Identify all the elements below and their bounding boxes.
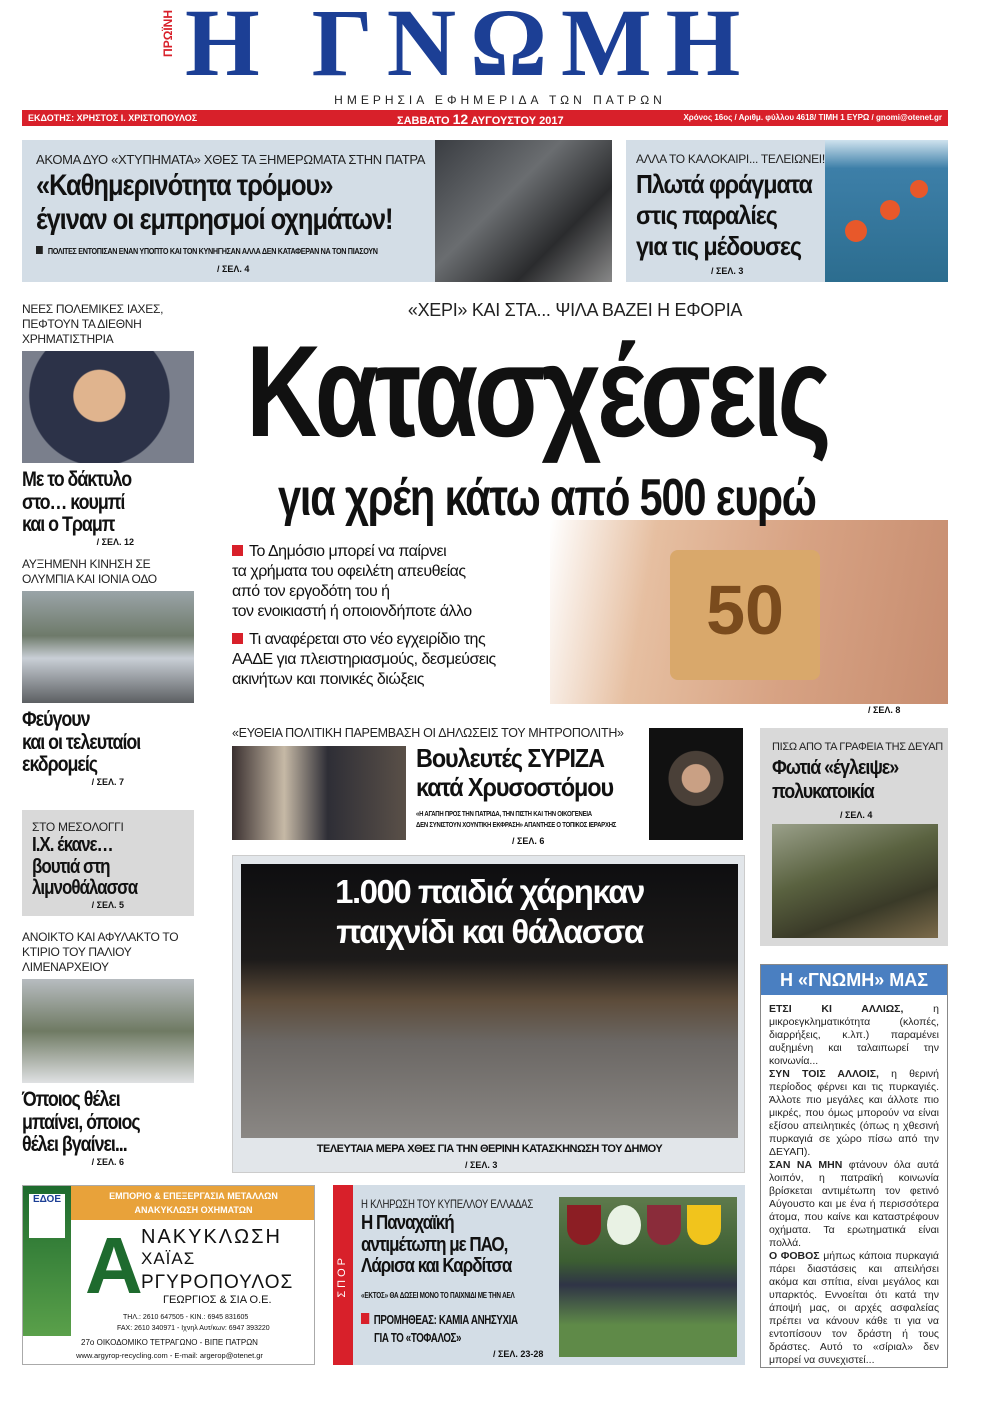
left-item-port-building[interactable] bbox=[22, 930, 194, 1167]
teaser-sub bbox=[36, 246, 438, 256]
left-item-trump[interactable] bbox=[22, 302, 194, 547]
page-ref: / ΣΕΛ. 4 bbox=[217, 264, 250, 274]
masthead-logo: Η ΓΝΩΜΗ bbox=[185, 0, 755, 96]
ad-web[interactable]: www.argyrop-recycling.com - E-mail: argerop@otenet.gr bbox=[76, 1351, 263, 1360]
ad-name-4: ΓΕΩΡΓΙΟΣ & ΣΙΑ Ο.Ε. bbox=[163, 1294, 272, 1306]
issue-date bbox=[397, 111, 564, 127]
story-camp[interactable] bbox=[232, 855, 745, 1173]
story-sub: «Η ΑΓΑΠΗ ΠΡΟΣ ΤΗΝ ΠΑΤΡΙΔΑ, ΤΗΝ ΠΙΣΤΗ ΚΑΙ ΤΗΝ ΟΙΚΟΓΕΝΕΙΑ ΔΕΝ ΣΥΝΙΣΤΟΥΝ ΧΟΥΝΤΙΚΗ ΕΚΦΡΑΣΗ» ΑΠΑΝΤΗΣΕ Ο ΤΟΠΙΚΟΣ ΙΕΡΑΡΧΗΣ bbox=[416, 809, 617, 829]
sports-kicker: Η ΚΛΗΡΩΣΗ ΤΟΥ ΚΥΠΕΛΛΟΥ ΕΛΛΑΔΑΣ bbox=[361, 1197, 534, 1211]
lead-title: Κατασχέσεις bbox=[246, 318, 828, 464]
ad-name-2: ΧΑΪΑΣ bbox=[141, 1249, 196, 1268]
lead-photo-hand bbox=[550, 520, 948, 704]
story-headline-2: πολυκατοικία bbox=[772, 781, 874, 803]
editorial bbox=[760, 964, 948, 1368]
editorial-title: Η «ΓΝΩΜΗ» ΜΑΣ bbox=[761, 965, 947, 995]
editorial-body bbox=[761, 995, 947, 1367]
page-ref: / ΣΕΛ. 8 bbox=[868, 705, 901, 715]
sports-tag: ΣΠΟΡ bbox=[333, 1185, 353, 1365]
issue-info: Χρόνος 16ος / Αριθμ. φύλλου 4618/ ΤΙΜΗ 1 ΕΥΡΩ / gnomi@otenet.gr bbox=[683, 113, 942, 122]
page-ref: / ΣΕΛ. 4 bbox=[840, 810, 873, 820]
item-headline: Με το δάκτυλο στο… κουμπί και ο Τραμπ bbox=[22, 468, 132, 537]
teaser-headline-2: στις παραλίες bbox=[636, 200, 777, 230]
advertisement-recycling[interactable] bbox=[22, 1185, 315, 1365]
lead-kicker: «ΧΕΡΙ» ΚΑΙ ΣΤΑ... ΨΙΛΑ ΒΑΖΕΙ Η ΕΦΟΡΙΑ bbox=[407, 300, 743, 320]
teaser-headline-3: για τις μέδουσες bbox=[636, 231, 802, 261]
lead-bullet-1: Το Δημόσιο μπορεί να παίρνει τα χρήματα του οφειλέτη απευθείας από τον εργοδότη του ή τον ενοικιαστή ή οποιονδήποτε άλλο bbox=[232, 543, 472, 620]
date-bar bbox=[22, 110, 948, 126]
page-ref: / ΣΕΛ. 5 bbox=[91, 899, 124, 910]
bullet-icon bbox=[361, 1313, 369, 1324]
date-month-year: ΑΥΓΟΥΣΤΟΥ 2017 bbox=[470, 115, 564, 127]
camp-caption: ΤΕΛΕΥΤΑΙΑ ΜΕΡΑ ΧΘΕΣ ΓΙΑ ΤΗΝ ΘΕΡΙΝΗ ΚΑΤΑΣΚΗΝΩΣΗ ΤΟΥ ΔΗΜΟΥ bbox=[316, 1143, 663, 1155]
lead-subtitle: για χρέη κάτω από 500 ευρώ bbox=[278, 469, 816, 527]
football-photo bbox=[559, 1197, 737, 1357]
bullet-icon bbox=[232, 633, 243, 644]
ad-big-a: Α bbox=[85, 1221, 143, 1310]
ad-badge: ΕΔΟΕ bbox=[29, 1194, 65, 1238]
traffic-photo bbox=[22, 591, 194, 703]
story-headline-2: κατά Χρυσοστόμου bbox=[416, 772, 614, 802]
story-headline-1: Βουλευτές ΣΥΡΙΖΑ bbox=[416, 743, 604, 773]
page-ref: / ΣΕΛ. 23-28 bbox=[493, 1349, 544, 1359]
ad-banner: ΕΜΠΟΡΙΟ & ΕΠΕΞΕΡΓΑΣΙΑ ΜΕΤΑΛΛΩΝ ΑΝΑΚΥΚΛΩΣΗ ΟΧΗΜΑΤΩΝ bbox=[71, 1186, 315, 1220]
publisher: ΕΚΔΟΤΗΣ: ΧΡΗΣΤΟΣ Ι. ΧΡΙΣΤΟΠΟΥΛΟΣ bbox=[28, 113, 198, 123]
teaser-headline-1: Πλωτά φράγματα bbox=[636, 169, 812, 199]
building-photo bbox=[22, 979, 194, 1083]
teaser-kicker: ΑΚΟΜΑ ΔΥΟ «ΧΤΥΠΗΜΑΤΑ» ΧΘΕΣ ΤΑ ΞΗΜΕΡΩΜΑΤΑ ΣΤΗΝ ΠΑΤΡΑ bbox=[36, 152, 426, 167]
story-headline-1: Φωτιά «έγλειψε» bbox=[772, 757, 899, 779]
masthead-prefix: ΠΡΩΪΝΗ bbox=[161, 10, 175, 57]
mps-photo bbox=[232, 746, 406, 840]
story-kicker: ΠΙΣΩ ΑΠΟ ΤΑ ΓΡΑΦΕΙΑ ΤΗΣ ΔΕΥΑΠ bbox=[772, 741, 943, 753]
story-fire[interactable] bbox=[760, 728, 948, 946]
page-ref: / ΣΕΛ. 6 bbox=[91, 1157, 124, 1168]
trump-photo bbox=[22, 351, 194, 463]
item-headline: Ι.Χ. έκανε… βουτιά στη λιμνοθάλασσα bbox=[32, 834, 138, 900]
fire-photo bbox=[772, 824, 938, 938]
team-crests bbox=[567, 1205, 721, 1245]
sports-bullet: ΠΡΟΜΗΘΕΑΣ: ΚΑΜΙΑ ΑΝΗΣΥΧΙΑ ΓΙΑ ΤΟ «ΤΟΦΑΛΟΣ» bbox=[361, 1311, 570, 1347]
editorial-para: ΣΑΝ ΝΑ ΜΗΝ φτάνουν όλα αυτά λοιπόν, η πατραϊκή κοινωνία βρίσκεται αντιμέτωπη τον φετινό Αύγουστο και με ένα ή περισσότερα άτομα, που καίνε και καταστρέφουν οχήματα. Τα ερωτηματικά είναι πολλά. bbox=[769, 1159, 939, 1249]
page-ref: / ΣΕΛ. 3 bbox=[711, 266, 744, 276]
sports-sub: «ΕΚΤΟΣ» ΘΑ ΔΩΣΕΙ ΜΟΝΟ ΤΟ ΠΑΙΧΝΙΔΙ ΜΕ ΤΗΝ ΑΕΛ bbox=[361, 1291, 515, 1300]
teaser-headline-1: «Καθημερινότητα τρόμου» bbox=[36, 169, 333, 202]
date-weekday: ΣΑΒΒΑΤΟ bbox=[397, 115, 450, 127]
ad-phone-2: FAX: 2610 340971 - Ιχνηλ Αυτ/κων: 6947 393220 bbox=[117, 1325, 270, 1332]
ad-name-1: ΝΑΚΥΚΛΩΣΗ bbox=[141, 1226, 282, 1248]
camp-headline: 1.000 παιδιά χάρηκαν παιχνίδι και θάλασσα bbox=[335, 873, 644, 950]
bullet-icon bbox=[36, 246, 43, 254]
teaser-jellyfish[interactable] bbox=[626, 140, 948, 282]
item-kicker: ΑΥΞΗΜΕΝΗ ΚΙΝΗΣΗ ΣΕ ΟΛΥΜΠΙΑ ΚΑΙ ΙΟΝΙΑ ΟΔΟ bbox=[22, 557, 157, 586]
masthead-subtitle: ΗΜΕΡΗΣΙΑ ΕΦΗΜΕΡΙΔΑ ΤΩΝ ΠΑΤΡΩΝ bbox=[334, 93, 666, 107]
teaser-kicker: ΑΛΛΑ ΤΟ ΚΑΛΟΚΑΙΡΙ... ΤΕΛΕΙΩΝΕΙ! bbox=[636, 152, 825, 166]
bullet-icon bbox=[232, 545, 243, 556]
story-kicker: «ΕΥΘΕΙΑ ΠΟΛΙΤΙΚΗ ΠΑΡΕΜΒΑΣΗ ΟΙ ΔΗΛΩΣΕΙΣ ΤΟΥ ΜΗΤΡΟΠΟΛΙΤΗ» bbox=[232, 726, 624, 740]
teaser-arson[interactable] bbox=[22, 140, 612, 282]
teaser-headline-2: έγιναν οι εμπρησμοί οχημάτων! bbox=[36, 203, 393, 236]
item-kicker: ΝΕΕΣ ΠΟΛΕΜΙΚΕΣ ΙΑΧΕΣ, ΠΕΦΤΟΥΝ ΤΑ ΔΙΕΘΝΗ ΧΡΗΜΑΤΙΣΤΗΡΙΑ bbox=[22, 302, 164, 346]
lead-story[interactable] bbox=[210, 298, 948, 718]
story-metropolitan[interactable] bbox=[230, 724, 745, 852]
item-kicker: ΣΤΟ ΜΕΣΟΛΟΓΓΙ bbox=[32, 820, 124, 834]
left-item-traffic[interactable] bbox=[22, 557, 194, 787]
ad-address: 27ο ΟΙΚΟΔΟΜΙΚΟ ΤΕΤΡΑΓΩΝΟ - ΒΙΠΕ ΠΑΤΡΩΝ bbox=[81, 1338, 258, 1347]
page-ref: / ΣΕΛ. 12 bbox=[96, 537, 134, 548]
ad-phone-1: ΤΗΛ.: 2610 647505 - ΚΙΝ.: 6945 831605 bbox=[123, 1314, 249, 1321]
item-headline: Όποιος θέλει μπαίνει, όποιος θέλει βγαίνει... bbox=[22, 1088, 140, 1157]
sports-headline: Η Παναχαϊκή αντιμέτωπη με ΠΑΟ, Λάρισα και Καρδίτσα bbox=[361, 1212, 512, 1278]
masthead bbox=[161, 0, 787, 96]
banknote-image: 50 bbox=[670, 550, 820, 680]
page-ref: / ΣΕΛ. 7 bbox=[91, 777, 124, 788]
date-day: 12 bbox=[452, 111, 469, 127]
ad-name-3: ΡΓΥΡΟΠΟΥΛΟΣ bbox=[141, 1272, 294, 1293]
lead-bullet-2: Τι αναφέρεται στο νέο εγχειρίδιο της ΑΑΔΕ για πλειστηριασμούς, δεσμεύσεις ακινήτων και ποινικές διώξεις bbox=[232, 631, 496, 688]
editorial-para: ΕΤΣΙ ΚΙ ΑΛΛΙΩΣ, η μικροεγκληματικότητα (κλοπές, διαρρήξεις, κ.λπ.) παραμένει αυξημένη και ταλαιπωρεί την κοινωνία... bbox=[769, 1003, 939, 1067]
page-ref: / ΣΕΛ. 6 bbox=[512, 836, 545, 846]
left-item-lagoon[interactable] bbox=[22, 810, 194, 916]
sea-barrier-photo bbox=[825, 140, 948, 282]
item-kicker: ΑΝΟΙΚΤΟ ΚΑΙ ΑΦΥΛΑΚΤΟ ΤΟ ΚΤΙΡΙΟ ΤΟΥ ΠΑΛΙΟΥ ΛΙΜΕΝΑΡΧΕΙΟΥ bbox=[22, 930, 179, 974]
item-headline: Φεύγουν και οι τελευταίοι εκδρομείς bbox=[22, 708, 141, 777]
page-ref: / ΣΕΛ. 3 bbox=[465, 1160, 498, 1170]
editorial-para: Ο ΦΟΒΟΣ μήπως κάποια πυρκαγιά πάρει διαστάσεις και απειλήσει ακόμα και σπίτια, είναι μεγάλος και υπαρκτός. Εννοείται ότι κατά την άποψή μας, οι αρχές ασφαλείας πρέπει να κάνουν κάθε τι για να εντοπίσουν τον δράστη ή τους δράστες. Αυτό το «σίριαλ» δεν μπορεί να συνεχιστεί... bbox=[769, 1250, 939, 1366]
sports-section[interactable] bbox=[333, 1185, 745, 1365]
teaser-sub-text: ΠΟΛΙΤΕΣ ΕΝΤΟΠΙΣΑΝ ΕΝΑΝ ΥΠΟΠΤΟ ΚΑΙ ΤΟΝ ΚΥΝΗΓΗΣΑΝ ΑΛΛΑ ΔΕΝ ΚΑΤΑΦΕΡΑΝ ΝΑ ΤΟΝ ΠΙΑΣΟΥΝ bbox=[47, 246, 378, 256]
burned-car-photo bbox=[435, 140, 612, 282]
editorial-para: ΣΥΝ ΤΟΙΣ ΑΛΛΟΙΣ, η θερινή περίοδος φέρνει και τις πυρκαγιές. Άλλοτε πιο μεγάλες και άλλοτε πιο μικρές, που όμως μπορούν να είναι εξίσου απειλητικές (όπως η χθεσινή πυρκαγιά σε χώρο πίσω από την ΔΕΥΑΠ). bbox=[769, 1068, 939, 1158]
